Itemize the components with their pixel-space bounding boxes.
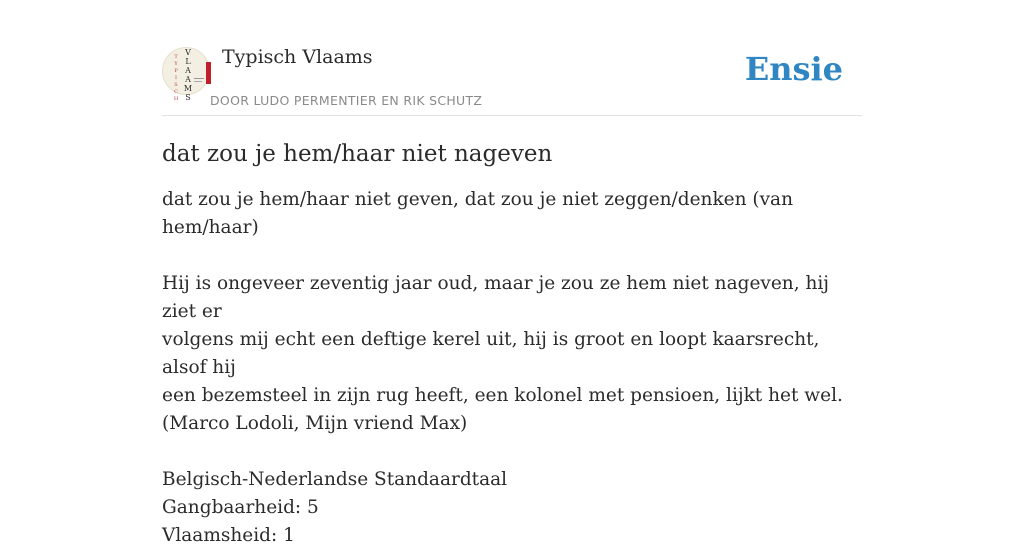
example-line: een bezemsteel in zijn rug heeft, een kolonel met pensioen, lijkt het wel.	[162, 385, 843, 406]
header	[162, 44, 862, 116]
language-variant: Belgisch-Nederlandse Standaardtaal	[162, 469, 508, 490]
cover-lettering: V L A A M S	[183, 48, 193, 102]
cover-decoration	[194, 81, 202, 82]
example-source: (Marco Lodoli, Mijn vriend Max)	[162, 413, 468, 434]
entry-term: dat zou je hem/haar niet nageven	[162, 141, 553, 167]
entry-card	[162, 44, 862, 550]
ensie-logo[interactable]: Ensie	[744, 50, 843, 88]
entry-body	[162, 186, 862, 550]
gangbaarheid-score: Gangbaarheid: 5	[162, 497, 319, 518]
entry-definition: dat zou je hem/haar niet geven, dat zou je niet zeggen/denken (van hem/haar)	[162, 189, 794, 238]
example-line: Hij is ongeveer zeventig jaar oud, maar je zou ze hem niet nageven, hij ziet er	[162, 273, 830, 322]
cover-red-lettering: T Y P I S C H	[173, 54, 179, 102]
cover-red-stripe	[206, 62, 211, 84]
book-cover-thumbnail[interactable]	[162, 47, 210, 102]
cover-decoration	[194, 78, 204, 79]
example-line: volgens mij echt een deftige kerel uit, hij is groot en loopt kaarsrecht, alsof hij	[162, 329, 820, 378]
book-title[interactable]: Typisch Vlaams	[222, 46, 373, 68]
vlaamsheid-score: Vlaamsheid: 1	[162, 525, 295, 546]
book-authors: DOOR LUDO PERMENTIER EN RIK SCHUTZ	[210, 93, 483, 108]
